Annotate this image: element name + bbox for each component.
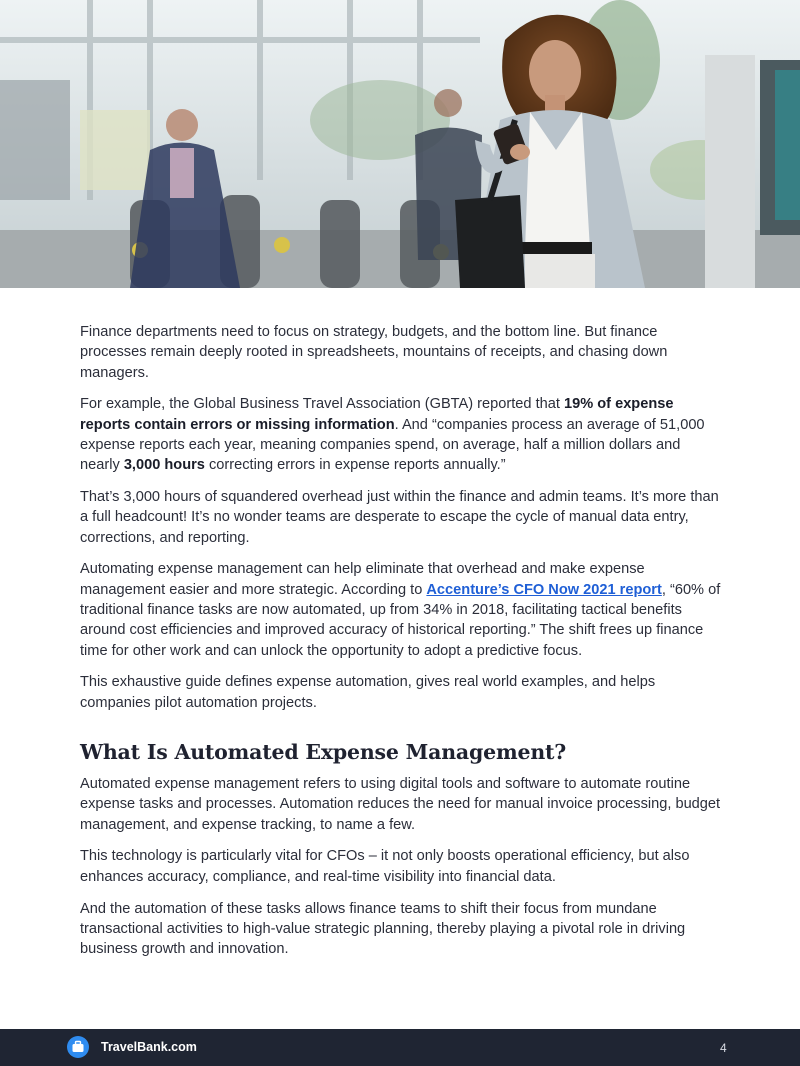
intro-paragraph-2 — [80, 394, 722, 475]
accenture-report-link[interactable]: Accenture’s CFO Now 2021 report — [426, 581, 662, 598]
intro-paragraph-2-text-c: . And “companies process an average of 51,000 expense reports each year, meaning companies spend, on average, half a million dollars and nearly — [80, 416, 705, 474]
section-paragraph-2-text: This technology is particularly vital for CFOs – it not only boosts operational efficiency, but also enhances accuracy, compliance, and real-time visibility into financial data. — [80, 848, 690, 885]
intro-paragraph-5 — [80, 672, 722, 713]
page-footer — [0, 1029, 800, 1066]
section-paragraph-1-text: Automated expense management refers to using digital tools and software to automate routine expense tasks and processes. Automation reduces the need for manual invoice processing, budget management, and expense tracking, to name a few. — [80, 776, 721, 833]
briefcase-icon — [67, 1036, 89, 1058]
intro-paragraph-4-text-a: Automating expense management can help eliminate that overhead and make expense management easier and more strategic. According to — [80, 561, 645, 598]
site-url[interactable]: TravelBank.com — [101, 1040, 197, 1054]
hero-image — [0, 0, 800, 288]
hero-photo — [0, 0, 800, 288]
intro-paragraph-4-text-b: , “60% of traditional finance tasks are now automated, up from 34% in 2018, facilitating tactical benefits around cost efficiencies and improved accuracy of historical reporting.” The shift frees up finance time for other work and can unlock the opportunity to adopt a predictive focus. — [80, 581, 721, 659]
intro-paragraph-5-text: This exhaustive guide defines expense automation, gives real world examples, and helps companies pilot automation projects. — [80, 674, 656, 711]
intro-paragraph-3 — [80, 487, 722, 548]
intro-paragraph-1-text: Finance departments need to focus on strategy, budgets, and the bottom line. But finance processes remain deeply rooted in spreadsheets, mountains of receipts, and chasing down managers. — [80, 324, 668, 381]
intro-paragraph-1 — [80, 322, 722, 383]
section-paragraph-3-text: And the automation of these tasks allows finance teams to shift their focus from mundane transactional activities to high-value strategic planning, thereby playing a pivotal role in driving business growth and innovation. — [80, 900, 686, 958]
section-heading: What Is Automated Expense Management? — [80, 740, 567, 765]
section-paragraph-3 — [80, 899, 722, 960]
intro-paragraph-4 — [80, 559, 722, 660]
page-number: 4 — [720, 1041, 727, 1055]
stat-3000-hours: 3,000 hours — [123, 457, 205, 474]
intro-paragraph-2-text-a: For example, the Global Business Travel Association (GBTA) reported that — [80, 396, 564, 413]
section-paragraph-1 — [80, 774, 722, 835]
stat-19-percent: 19% of expense reports contain errors or missing information — [80, 396, 674, 433]
intro-paragraph-3-text: That’s 3,000 hours of squandered overhead just within the finance and admin teams. It’s more than a full headcount! It’s no wonder teams are desperate to escape the cycle of manual data entry, corrections, and reporting. — [80, 489, 719, 546]
intro-paragraph-2-text-e: correcting errors in expense reports annually.” — [204, 457, 506, 474]
article-body — [80, 322, 722, 971]
section-paragraph-2 — [80, 846, 722, 887]
